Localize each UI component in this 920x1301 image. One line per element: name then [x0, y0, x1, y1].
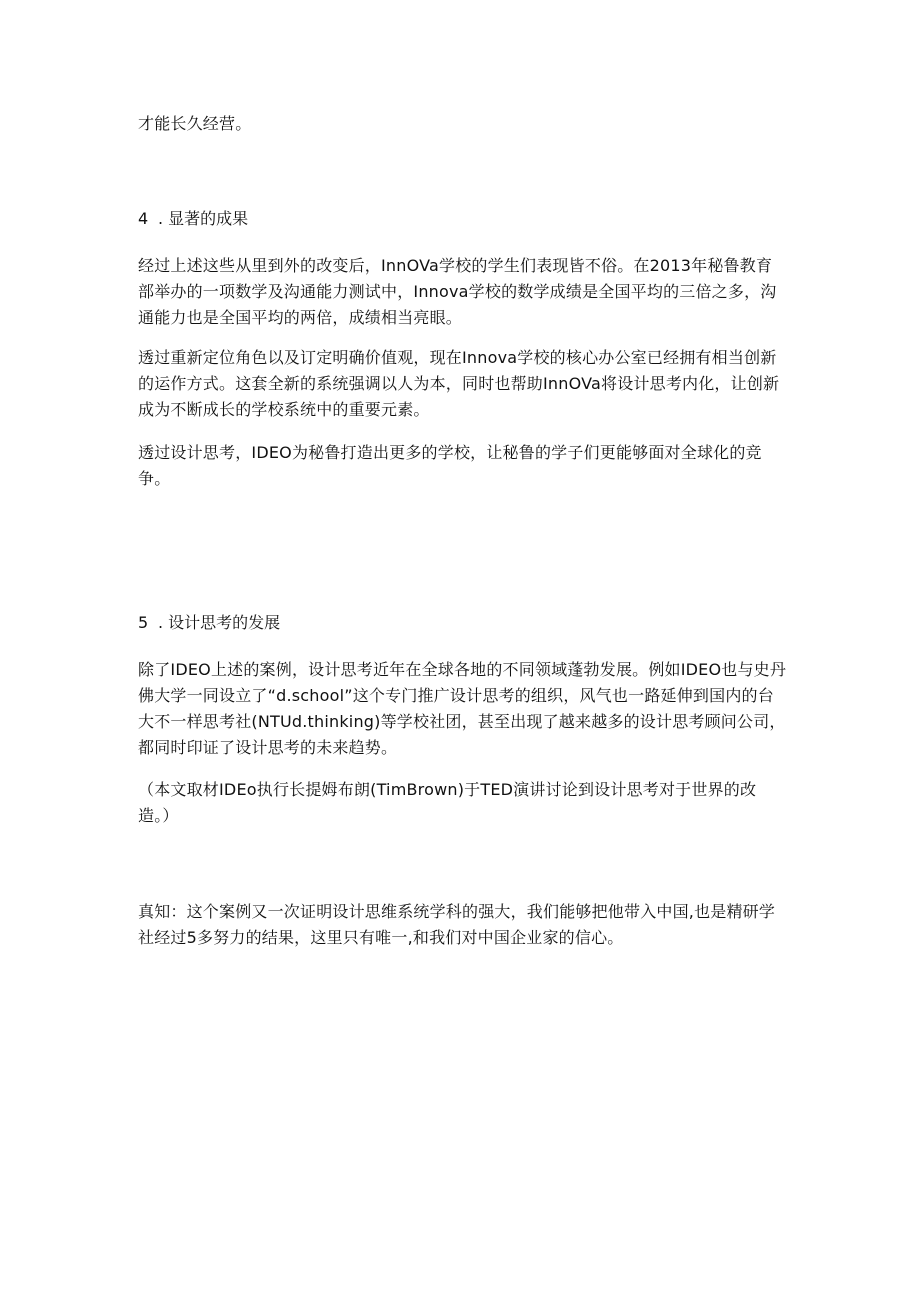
section-5-source-note: （本文取材IDEo执行长提姆布朗(TimBrown)于TED演讲讨论到设计思考对于世界的改造。） — [138, 780, 757, 825]
section-4-paragraph-3: 透过设计思考，IDEO为秘鲁打造出更多的学校，让秘鲁的学子们更能够面对全球化的竞争。 — [138, 443, 762, 488]
section-5-paragraph-1: 除了IDEO上述的案例，设计思考近年在全球各地的不同领域蓬勃发展。例如IDEO也与史丹佛大学一同设立了“d.school”这个专门推广设计思考的组织，风气也一路延伸到国内的台大不一样思考社(NTUd.thinking)等学校社团，甚至出现了越来越多的设计思考顾问公司，都同时印证了设计思考的未来趋势。 — [138, 660, 787, 757]
section-5-heading — [138, 610, 280, 636]
intro-tail-paragraph: 才能长久经营。 — [138, 114, 252, 133]
section-4-title: . 显著的成果 — [158, 209, 249, 228]
section-4-heading — [138, 206, 248, 232]
section-4-number: 4 — [138, 209, 149, 228]
section-5-number: 5 — [138, 613, 149, 632]
section-5-title: . 设计思考的发展 — [158, 613, 281, 632]
section-4-paragraph-1: 经过上述这些从里到外的改变后，InnOVa学校的学生们表现皆不俗。在2013年秘鲁教育部举办的一项数学及沟通能力测试中，Innova学校的数学成绩是全国平均的三倍之多，沟通能力也是全国平均的两倍，成绩相当亮眼。 — [138, 256, 777, 327]
section-4-paragraph-2: 透过重新定位角色以及订定明确价值观，现在Innova学校的核心办公室已经拥有相当创新的运作方式。这套全新的系统强调以人为本，同时也帮助InnOVa将设计思考内化，让创新成为不断成长的学校系统中的重要元素。 — [138, 348, 780, 419]
closing-note-paragraph: 真知：这个案例又一次证明设计思维系统学科的强大，我们能够把他带入中国,也是精研学社经过5多努力的结果，这里只有唯一,和我们对中国企业家的信心。 — [138, 902, 776, 947]
